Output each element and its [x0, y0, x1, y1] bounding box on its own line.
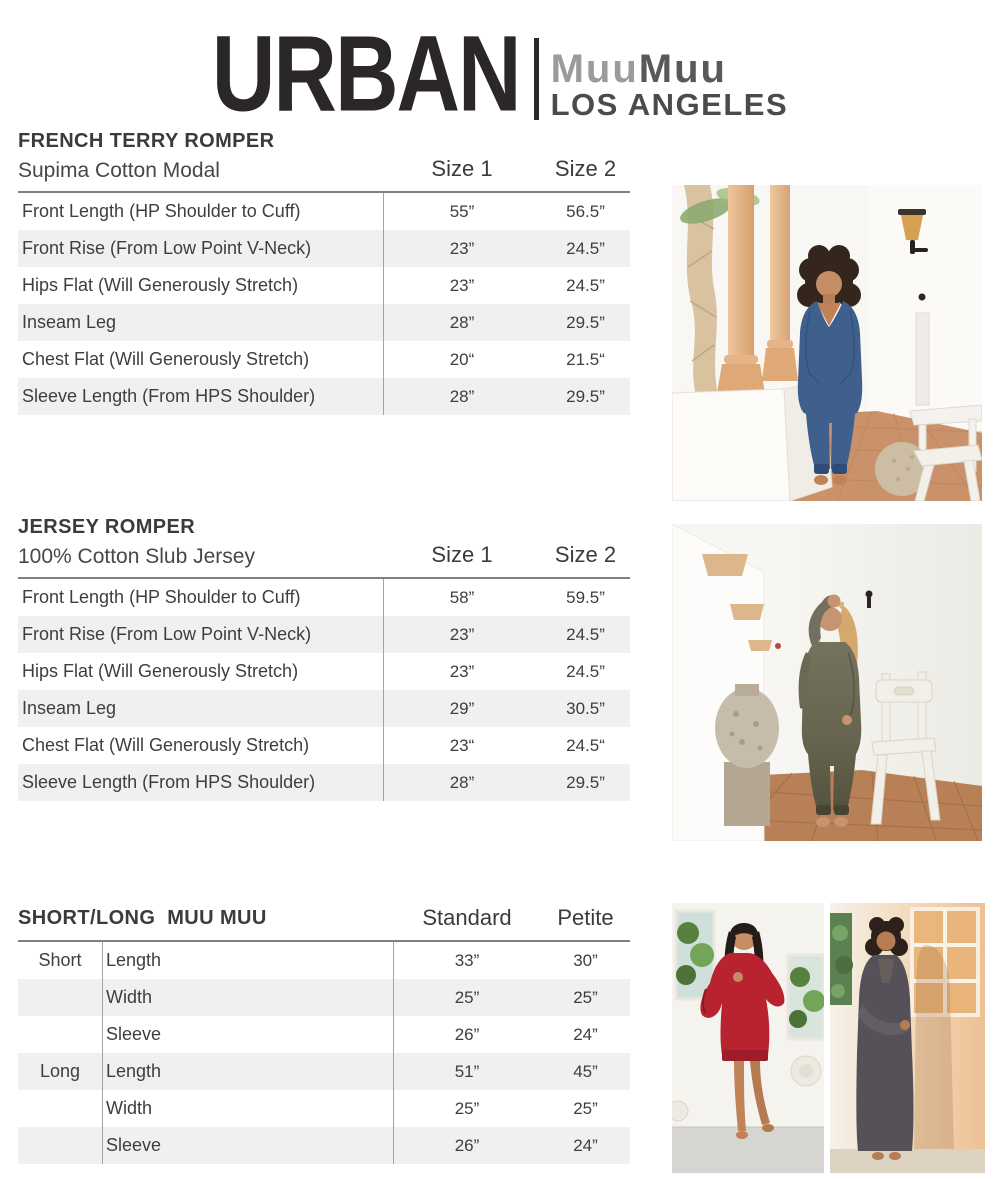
table-header	[18, 905, 630, 932]
table-row	[18, 193, 630, 230]
row-label: Length	[106, 1061, 162, 1081]
size-table-jersey-romper	[18, 516, 630, 801]
cell-value: 26”	[454, 1135, 480, 1155]
column-divider	[393, 942, 394, 1164]
cell-value: 24.5”	[566, 661, 605, 681]
cell-value: 29”	[449, 698, 475, 718]
table-row	[18, 616, 630, 653]
row-group-label: Short	[38, 950, 82, 970]
cell-value: 23”	[449, 624, 475, 644]
cell-value: 20“	[449, 349, 475, 369]
table-row	[18, 230, 630, 267]
cell-value: 28”	[449, 772, 475, 792]
cell-value: 25”	[454, 987, 480, 1007]
cell-value: 29.5”	[566, 772, 605, 792]
table-row	[18, 942, 630, 979]
cell-value: 28”	[449, 312, 475, 332]
table-row	[18, 1090, 630, 1127]
row-label: Inseam Leg	[22, 698, 117, 718]
table-row	[18, 267, 630, 304]
column-divider	[102, 942, 103, 1164]
logo-muumuu-text	[550, 46, 789, 91]
cell-value: 23“	[449, 735, 475, 755]
photo-muu-muu-illustration	[672, 903, 985, 1173]
cell-value: 33”	[454, 950, 480, 970]
row-label: Front Rise (From Low Point V-Neck)	[22, 624, 312, 644]
column-divider	[383, 579, 384, 801]
photo-french-terry-romper	[672, 185, 982, 501]
cell-value: 51”	[454, 1061, 480, 1081]
table-row	[18, 690, 630, 727]
row-label: Length	[106, 950, 162, 970]
cell-value: 26”	[454, 1024, 480, 1044]
row-label: Chest Flat (Will Generously Stretch)	[22, 735, 310, 755]
table-row	[18, 378, 630, 415]
row-label: Inseam Leg	[22, 312, 117, 332]
column-divider	[383, 193, 384, 415]
table-row	[18, 1016, 630, 1053]
photo-jersey-romper-illustration	[672, 524, 982, 841]
column-header-size2: Size 2	[554, 542, 617, 567]
column-header-petite: Petite	[557, 905, 614, 930]
cell-value: 24.5”	[566, 624, 605, 644]
cell-value: 25”	[573, 987, 598, 1007]
row-label: Sleeve Length (From HPS Shoulder)	[22, 386, 316, 406]
cell-value: 30.5”	[566, 698, 605, 718]
table-row	[18, 579, 630, 616]
column-header-standard: Standard	[422, 905, 512, 930]
logo-divider	[534, 38, 539, 120]
cell-value: 29.5”	[566, 312, 605, 332]
table-body	[18, 579, 630, 801]
logo-right-block	[550, 46, 789, 124]
cell-value: 23”	[449, 238, 475, 258]
row-label: Width	[106, 1098, 153, 1118]
cell-value: 58”	[449, 587, 475, 607]
row-group-label: Long	[39, 1061, 81, 1081]
table-body	[18, 942, 630, 1164]
row-label: Sleeve	[106, 1135, 162, 1155]
table-row	[18, 764, 630, 801]
logo-city-text: LOS ANGELES	[550, 86, 789, 122]
cell-value: 28”	[449, 386, 475, 406]
cell-value: 56.5”	[566, 201, 605, 221]
table-row	[18, 304, 630, 341]
cell-value: 25”	[573, 1098, 598, 1118]
cell-value: 24”	[573, 1024, 598, 1044]
logo-urban-text: URBAN	[211, 13, 520, 134]
row-label: Hips Flat (Will Generously Stretch)	[22, 661, 299, 681]
table-row	[18, 653, 630, 690]
table-header	[18, 516, 630, 569]
cell-value: 24.5”	[566, 275, 605, 295]
cell-value: 21.5“	[566, 349, 605, 369]
row-label: Chest Flat (Will Generously Stretch)	[22, 349, 310, 369]
column-header-size1: Size 1	[431, 156, 493, 181]
cell-value: 59.5”	[566, 587, 605, 607]
row-label: Front Length (HP Shoulder to Cuff)	[22, 587, 301, 607]
row-label: Front Rise (From Low Point V-Neck)	[22, 238, 312, 258]
size-table-muu-muu	[18, 905, 630, 1164]
cell-value: 23”	[449, 275, 475, 295]
logo-muu-2: Muu	[638, 46, 727, 91]
column-header-size2: Size 2	[554, 156, 617, 181]
row-label: Front Length (HP Shoulder to Cuff)	[22, 201, 301, 221]
photo-muu-muu-models	[672, 903, 985, 1173]
cell-value: 23”	[449, 661, 475, 681]
cell-value: 24.5”	[566, 238, 605, 258]
row-label: Hips Flat (Will Generously Stretch)	[22, 275, 299, 295]
cell-value: 55”	[449, 201, 475, 221]
photo-french-terry-romper-illustration	[672, 185, 982, 501]
cell-value: 24.5“	[566, 735, 605, 755]
size-table-french-terry-romper	[18, 130, 630, 415]
cell-value: 30”	[573, 950, 598, 970]
cell-value: 29.5”	[566, 386, 605, 406]
table-header	[18, 130, 630, 183]
row-label: Sleeve	[106, 1024, 162, 1044]
logo-muu-1: Muu	[550, 46, 639, 91]
cell-value: 24”	[573, 1135, 598, 1155]
table-body	[18, 193, 630, 415]
table-subtitle: 100% Cotton Slub Jersey	[18, 545, 255, 568]
table-title: FRENCH TERRY ROMPER	[18, 130, 275, 152]
row-label: Width	[106, 987, 153, 1007]
table-subtitle: Supima Cotton Modal	[18, 159, 220, 182]
table-row	[18, 1053, 630, 1090]
photo-jersey-romper	[672, 524, 982, 841]
cell-value: 45”	[573, 1061, 598, 1081]
brand-logo	[0, 8, 1000, 134]
table-row	[18, 1127, 630, 1164]
table-title: JERSEY ROMPER	[18, 516, 196, 538]
row-label: Sleeve Length (From HPS Shoulder)	[22, 772, 316, 792]
table-row	[18, 341, 630, 378]
table-title: SHORT/LONG MUU MUU	[18, 907, 267, 929]
column-header-size1: Size 1	[431, 542, 493, 567]
table-row	[18, 979, 630, 1016]
cell-value: 25”	[454, 1098, 480, 1118]
table-row	[18, 727, 630, 764]
